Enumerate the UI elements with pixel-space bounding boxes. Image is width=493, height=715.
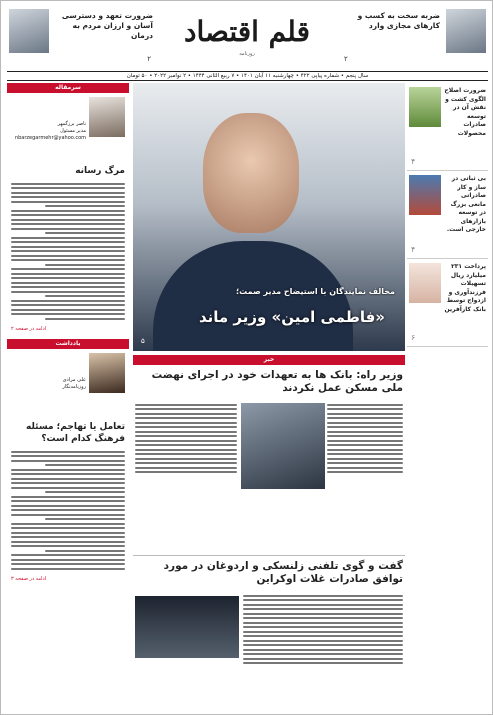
logo-text: قلم اقتصاد: [184, 15, 310, 48]
author-photo: [89, 97, 125, 137]
note-section-bar: یادداشت: [7, 339, 129, 349]
logo-sub: روزنامه: [239, 51, 255, 57]
editorial-headline[interactable]: مرگ رسانه: [75, 166, 125, 176]
brief-page: ۴: [411, 157, 416, 166]
story2-body: [243, 592, 403, 667]
brief-thumb: [409, 175, 441, 215]
brief-item[interactable]: [407, 83, 488, 171]
story2-headline[interactable]: گفت و گوی تلفنی زلنسکی و اردوغان در مورد توافق صادرات غلات اوکراین: [133, 555, 405, 590]
lead-photo-face: [203, 113, 299, 233]
brief-page: ۶: [411, 333, 416, 342]
brief-title: ضرورت اصلاح الگوی کشت و نقش آن در توسعه صادرات محصولات: [444, 87, 486, 137]
promo-right[interactable]: [338, 7, 488, 69]
author-role: مدیر مسئول: [60, 128, 86, 134]
author2-role: روزنامه‌نگار: [62, 384, 86, 390]
promo-title: ضرورت تعهد و دسترسی آسان و ارزان مردم به درمان: [61, 11, 153, 40]
masthead: [7, 7, 488, 69]
note-headline[interactable]: تعامل یا تهاجم؛ مسئله فرهنگ کدام است؟: [26, 422, 125, 444]
author-email: nbarzegarmehr@yahoo.com: [14, 135, 86, 141]
lead-kicker: مخالف نمایندگان با استیضاح مدیر صمت؛: [235, 287, 395, 296]
author2-name: علی مرادی: [62, 377, 86, 383]
lead-photo-suit: [153, 241, 353, 351]
lead-photo[interactable]: [133, 83, 405, 351]
center-column: [133, 83, 405, 690]
brief-page: ۴: [411, 245, 416, 254]
author2-box: [7, 349, 129, 421]
promo-left[interactable]: [7, 7, 157, 69]
right-column: [407, 83, 488, 363]
story1-body-left: [135, 401, 237, 476]
note-body: [7, 445, 129, 575]
promo-page: ۲: [147, 55, 151, 63]
lead-headline[interactable]: «فاطمی امین» وزیر ماند: [198, 308, 385, 326]
continued-link[interactable]: ادامه در صفحه ۲: [11, 326, 47, 332]
brief-title: بی ثباتی در ساز و کار صادراتی مانعی بزرگ در توسعه بازارهای خارجی است.: [446, 175, 486, 233]
story1-photo: [241, 403, 325, 489]
promo-title: ضربه سخت به کسب و کارهای مجازی وارد: [357, 11, 440, 30]
story2-block: [133, 590, 405, 690]
story2-photo: [135, 596, 239, 658]
dateline: سال پنجم • شماره پیاپی ۴۲۲ • چهارشنبه ۱۱ آبان ۱۴۰۱ • ۷ ربیع الثانی ۱۴۴۴ • ۲ نوامبر ۲۰۲۲ • ۵۰ تومان: [7, 71, 488, 81]
author-box: [7, 93, 129, 165]
brief-thumb: [409, 87, 441, 127]
brief-item[interactable]: [407, 259, 488, 347]
newspaper-logo[interactable]: [177, 13, 317, 63]
story1-headline[interactable]: وزیر راه: بانک ها به تعهدات خود در اجرای نهضت ملی مسکن عمل نکردند: [151, 369, 403, 394]
story1-body-right: [327, 401, 403, 476]
editorial-body: [7, 177, 129, 325]
news-section-bar: خبر: [133, 355, 405, 365]
brief-item[interactable]: [407, 171, 488, 259]
story1-block: [133, 399, 405, 549]
continued-link-2[interactable]: ادامه در صفحه ۳: [11, 576, 47, 582]
brief-title: پرداخت ۲۳۱ میلیارد ریال تسهیلات فرزندآوری و ازدواج توسط بانک کارآفرین: [444, 263, 486, 313]
promo-photo: [446, 9, 486, 53]
author-name: ناصر برزگمهر: [57, 121, 86, 127]
promo-page: ۲: [344, 55, 348, 63]
brief-thumb: [409, 263, 441, 303]
promo-photo: [9, 9, 49, 53]
author-info: [11, 121, 86, 142]
left-column: [7, 83, 129, 708]
editorial-section-bar: سرمقاله: [7, 83, 129, 93]
lead-page: ۵: [141, 337, 145, 345]
author2-photo: [89, 353, 125, 393]
author2-info: [11, 377, 86, 391]
